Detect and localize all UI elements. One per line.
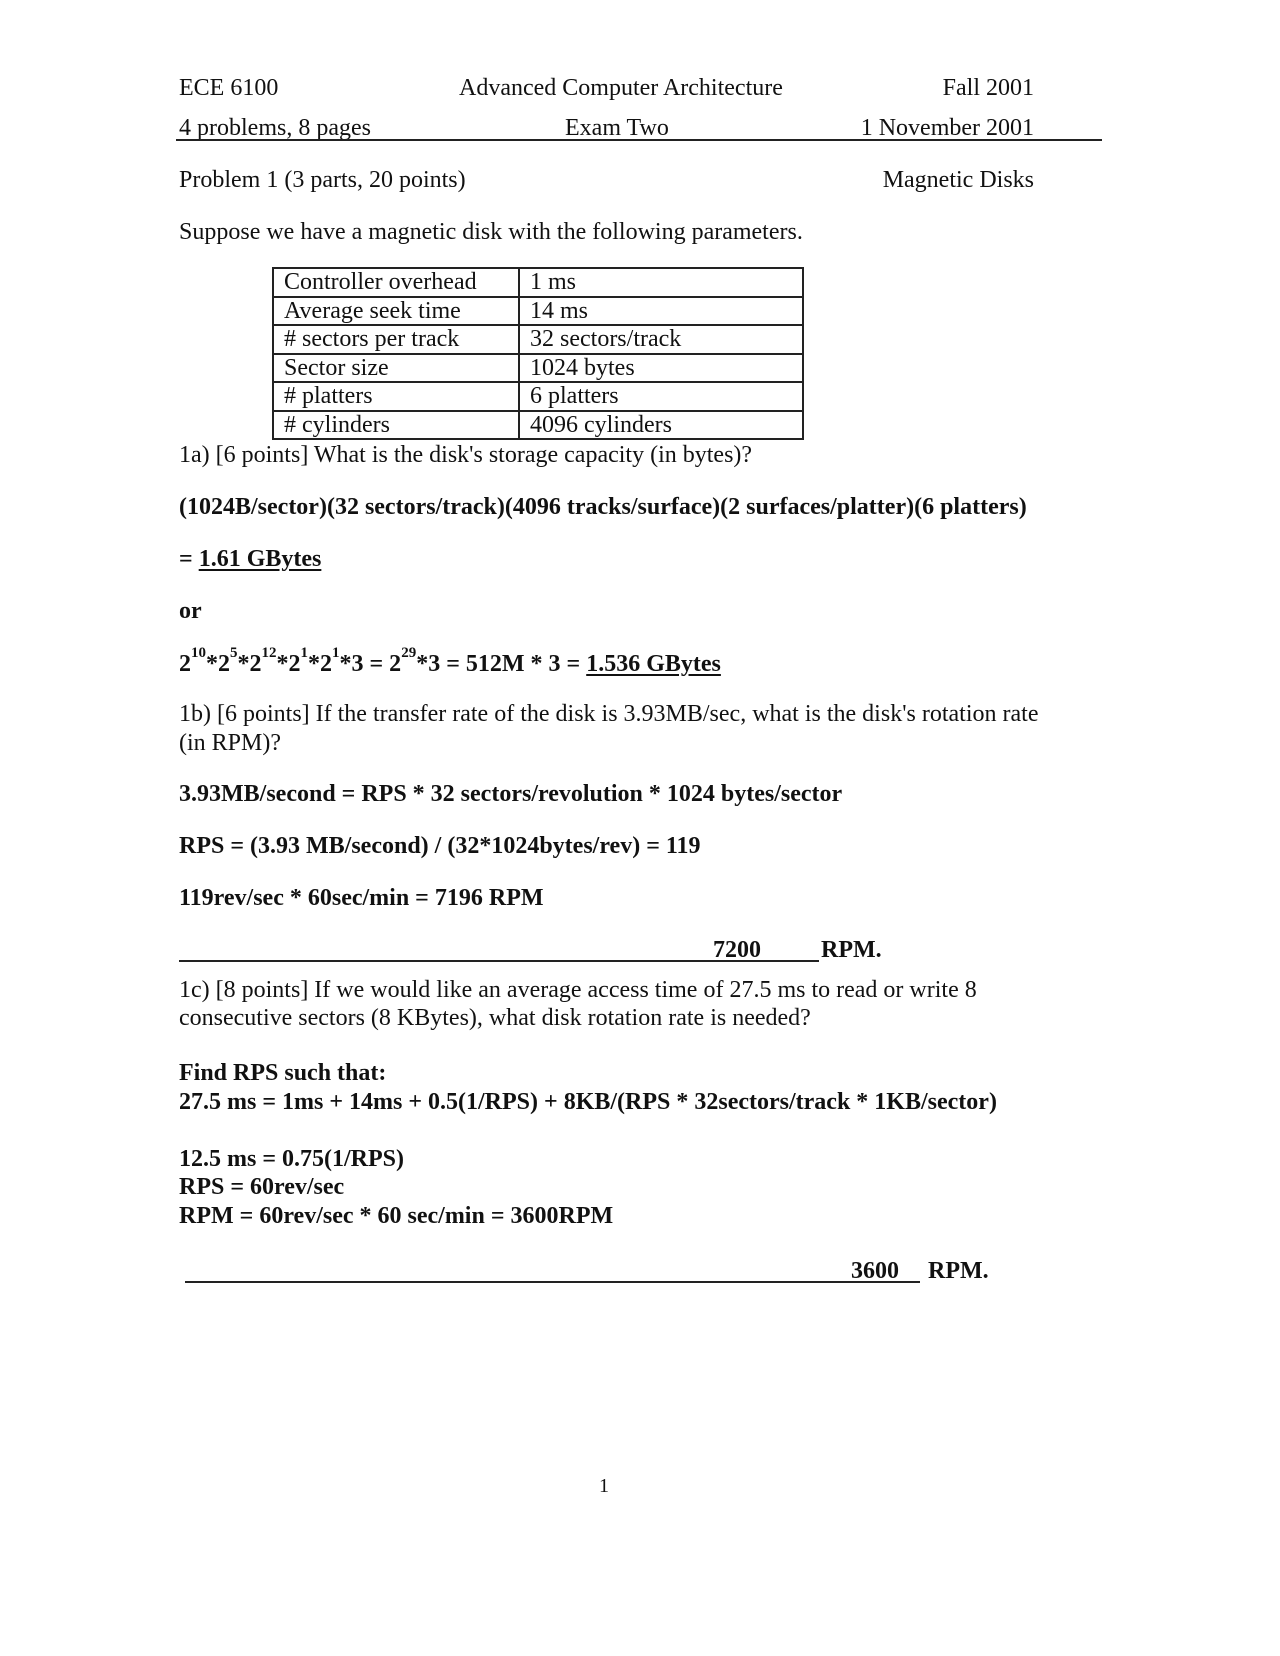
part-b-answer: 7200	[713, 937, 761, 963]
part-b-unit: RPM.	[821, 937, 882, 963]
param-value: 6 platters	[519, 382, 803, 411]
param-value: 1 ms	[519, 268, 803, 297]
or-label: or	[179, 598, 202, 624]
table-row	[273, 382, 803, 411]
part-c-work-5: RPM = 60rev/sec * 60 sec/min = 3600RPM	[179, 1203, 614, 1229]
problem-intro: Suppose we have a magnetic disk with the following parameters.	[179, 219, 803, 245]
param-name: # platters	[273, 382, 519, 411]
part-c-unit: RPM.	[928, 1258, 989, 1284]
part-c-work-1: Find RPS such that:	[179, 1060, 387, 1086]
part-a-alt-answer: 1.536 GBytes	[586, 651, 721, 677]
table-row	[273, 325, 803, 354]
header-divider	[176, 139, 1102, 141]
param-name: Sector size	[273, 354, 519, 383]
param-name: # sectors per track	[273, 325, 519, 354]
part-c-answer-blank	[185, 1281, 920, 1283]
part-b-question-2: (in RPM)?	[179, 730, 281, 756]
course-title: Advanced Computer Architecture	[459, 75, 783, 101]
table-row	[273, 297, 803, 326]
part-a-alt-line: $2^{10}*2^5*2^{12}*2^1*2^1*3 = 2^{29}*3 = 512M * 3 = 1.536$ GBytes	[179, 645, 721, 677]
part-c-question-2: consecutive sectors (8 KBytes), what disk rotation rate is needed?	[179, 1005, 811, 1031]
part-c-work-4: RPS = 60rev/sec	[179, 1174, 345, 1200]
table-row	[273, 354, 803, 383]
part-c-work-2: 27.5 ms = 1ms + 14ms + 0.5(1/RPS) + 8KB/(RPS * 32sectors/track * 1KB/sector)	[179, 1089, 997, 1115]
param-name: Average seek time	[273, 297, 519, 326]
term: Fall 2001	[942, 75, 1034, 101]
param-value: 32 sectors/track	[519, 325, 803, 354]
course-code: ECE 6100	[179, 75, 279, 101]
param-value: 1024 bytes	[519, 354, 803, 383]
part-b-work-1: 3.93MB/second = RPS * 32 sectors/revolution * 1024 bytes/sector	[179, 781, 843, 807]
param-value: 4096 cylinders	[519, 411, 803, 440]
part-a-answer: 1.61 GBytes	[198, 546, 322, 572]
problem-topic: Magnetic Disks	[882, 167, 1034, 193]
param-name: Controller overhead	[273, 268, 519, 297]
problem-title: Problem 1 (3 parts, 20 points)	[179, 167, 466, 193]
part-b-question-1: 1b) [6 points] If the transfer rate of the disk is 3.93MB/sec, what is the disk's rotation rate	[179, 701, 1039, 727]
part-a-work-line: (1024B/sector)(32 sectors/track)(4096 tracks/surface)(2 surfaces/platter)(6 platters)	[179, 494, 1027, 520]
table-row	[273, 268, 803, 297]
part-c-work-3: 12.5 ms = 0.75(1/RPS)	[179, 1146, 404, 1172]
equals-prefix: =	[179, 546, 199, 572]
part-c-question-1: 1c) [8 points] If we would like an average access time of 27.5 ms to read or write 8	[179, 977, 977, 1003]
page-number: 1	[599, 1475, 609, 1497]
exam-name: Exam Two	[565, 115, 669, 141]
part-a-question: 1a) [6 points] What is the disk's storage capacity (in bytes)?	[179, 442, 753, 468]
part-c-answer: 3600	[851, 1258, 899, 1284]
exam-date: 1 November 2001	[860, 115, 1034, 141]
part-b-work-2: RPS = (3.93 MB/second) / (32*1024bytes/rev) = 119	[179, 833, 701, 859]
part-b-work-3: 119rev/sec * 60sec/min = 7196 RPM	[179, 885, 544, 911]
part-a-answer-line	[179, 547, 321, 571]
param-value: 14 ms	[519, 297, 803, 326]
param-name: # cylinders	[273, 411, 519, 440]
table-row	[273, 411, 803, 440]
exam-meta: 4 problems, 8 pages	[179, 115, 371, 141]
disk-parameters-table	[272, 267, 804, 440]
